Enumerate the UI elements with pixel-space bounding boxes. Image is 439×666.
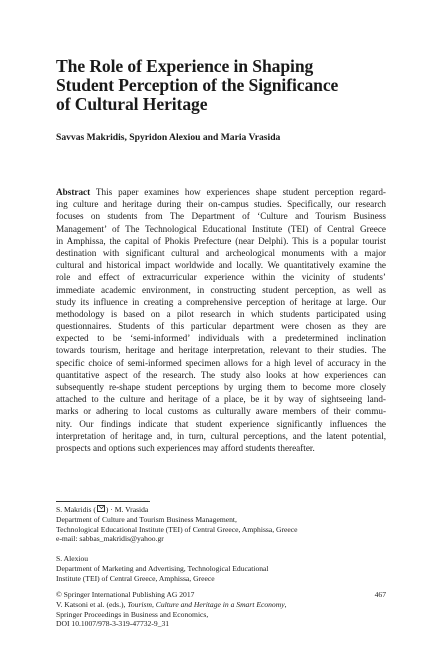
footnote-line: S. Alexiou <box>56 554 89 563</box>
abstract-line: ing culture and heritage during their on-campus studies. Specifically, our research <box>56 199 386 210</box>
abstract-section <box>56 186 386 454</box>
footnote-line: Institute (TEI) of Central Greece, Amphissa, Greece <box>56 573 215 583</box>
abstract-line: subsequently re-shape student perceptions by urging them to become more closely <box>56 382 386 392</box>
author-list: Savvas Makridis, Spyridon Alexiou and Maria Vrasida <box>56 132 281 143</box>
copyright-line: © Springer International Publishing AG 2017 <box>56 590 195 599</box>
citation-line: V. Katsoni et al. (eds.), Tourism, Culture and Heritage in a Smart Economy, <box>56 599 287 609</box>
series-line: Springer Proceedings in Business and Economics, <box>56 609 209 619</box>
paper-title <box>56 57 386 114</box>
abstract-line: study its influence in creating a comprehensive perception of heritage at large. Our <box>56 296 386 307</box>
footnote-affiliation-1 <box>56 505 386 544</box>
abstract-line: specific choice of semi-informed specimen allows for a high level of accuracy in the <box>56 357 386 368</box>
abstract-line: cultural and historical impact worldwide and locally. We quantitatively examine the <box>56 260 386 271</box>
abstract-line: prospects and options such experiences may afford students thereafter. <box>56 442 315 453</box>
footnote-line: Department of Culture and Tourism Business Management, <box>56 514 237 524</box>
abstract-line: nity. Our findings indicate that student experience significantly influences the <box>56 418 386 429</box>
copyright-block <box>56 590 386 629</box>
footnote-email: e-mail: sabbas_makridis@yahoo.gr <box>56 534 164 544</box>
abstract-heading: Abstract <box>56 187 91 197</box>
abstract-line: towards tourism, heritage and heritage interpretation, relevant to their studies. The <box>56 345 386 356</box>
footnote-affiliation-2 <box>56 554 386 583</box>
footnote-line: Department of Marketing and Advertising, Technological Educational <box>56 563 269 573</box>
envelope-icon <box>97 505 105 512</box>
paper-page <box>56 0 386 666</box>
abstract-line: interpretation of heritage and, in turn, cultural perceptions, and the latent potential, <box>56 430 386 441</box>
abstract-line: immediate academic environment, in constructing student perception, as well as <box>56 284 386 295</box>
abstract-line <box>56 186 386 198</box>
abstract-line: role and effect of extracurricular experience within the vicinity of students’ <box>56 272 386 283</box>
abstract-line: quantitative aspect of the research. The study also looks at how experiences can <box>56 369 386 380</box>
page-number: 467 <box>374 590 386 599</box>
abstract-line: attached to the culture and heritage of a place, be it by way of sightseeing land- <box>56 394 386 405</box>
copyright-row <box>56 590 386 600</box>
footnote-divider <box>56 501 150 502</box>
abstract-line: marks or adhering to local customs as culturally aware members of their commu- <box>56 406 386 417</box>
abstract-line: destination with significant cultural and archeological monuments with a major <box>56 247 386 258</box>
abstract-line: Management’ of The Technological Educational Institute (TEI) of Central Greece <box>56 223 386 234</box>
footnote-authors: S. Makridis ( ) · M. Vrasida <box>56 505 149 514</box>
abstract-line: in Amphissa, the capital of Phokis Prefecture (near Delphi). This is a popular tourist <box>56 235 386 246</box>
abstract-line: expected to be ‘semi-informed’ individuals with a predetermined inclination <box>56 333 386 344</box>
abstract-line: focuses on students from The Department of ‘Culture and Tourism Business <box>56 211 386 222</box>
title-line: of Cultural Heritage <box>56 94 208 114</box>
abstract-line: methodology is based on a pilot research in which students participated using <box>56 308 386 319</box>
doi-line: DOI 10.1007/978-3-319-47732-9_31 <box>56 619 170 629</box>
footnote-line: Technological Educational Institute (TEI) of Central Greece, Amphissa, Greece <box>56 524 298 534</box>
book-title: Tourism, Culture and Heritage in a Smart Economy <box>127 599 285 609</box>
title-line: Student Perception of the Significance <box>56 75 339 95</box>
title-line: The Role of Experience in Shaping <box>56 56 314 76</box>
abstract-text: This paper examines how experiences shape student perception regard- <box>95 187 386 197</box>
abstract-line: questionnaires. Students of this particular department were chosen as they are <box>56 321 386 332</box>
